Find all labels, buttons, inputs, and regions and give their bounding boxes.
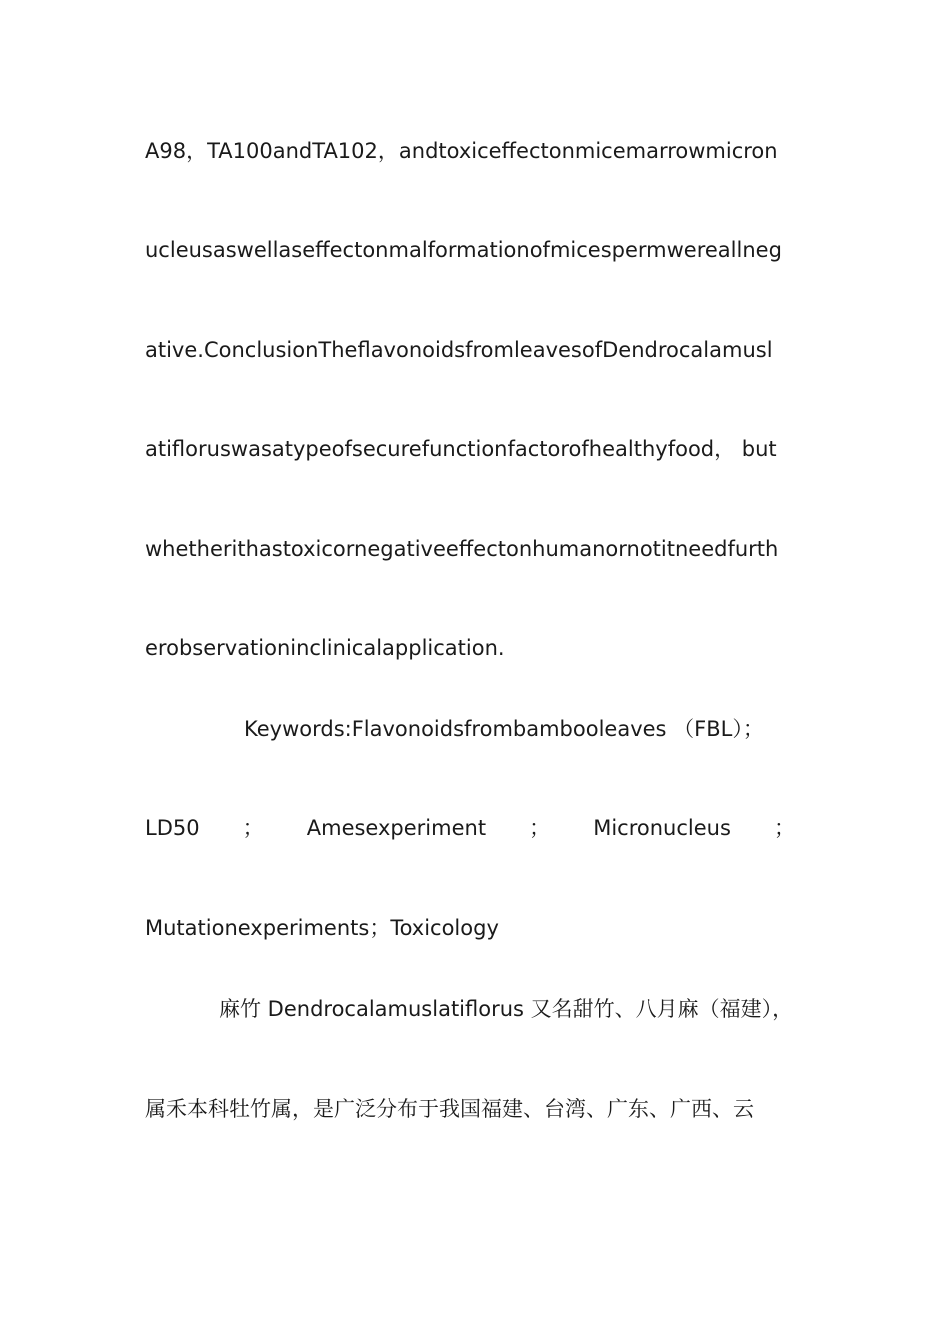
- abstract-line: A98，TA100andTA102，andtoxiceffectonmicemarrowmicron: [145, 139, 778, 163]
- keywords-line: Keywords:Flavonoidsfrombambooleaves （FBL）；: [244, 717, 764, 741]
- abstract-line: ative.ConclusionTheflavonoidsfromleavesofDendrocalamusl: [145, 338, 773, 362]
- keywords-last-line: Mutationexperiments；Toxicology: [145, 916, 499, 940]
- keyword-separator: ；: [242, 816, 264, 840]
- keyword-separator: ；: [529, 816, 551, 840]
- keyword: Amesexperiment: [306, 816, 487, 840]
- chinese-paragraph-line: 麻竹 Dendrocalamuslatiflorus 又名甜竹、八月麻（福建），: [219, 997, 794, 1021]
- keyword: LD50: [145, 816, 200, 840]
- abstract-line: erobservationinclinicalapplication.: [145, 636, 505, 660]
- chinese-paragraph-line: 属禾本科牡竹属，是广泛分布于我国福建、台湾、广东、广西、云: [145, 1097, 754, 1121]
- keywords-spread-line: [145, 813, 795, 843]
- abstract-line: atifloruswasatypeofsecurefunctionfactorofhealthyfood， but: [145, 437, 777, 461]
- abstract-line: whetherithastoxicornegativeeffectonhumanornotitneedfurth: [145, 537, 779, 561]
- keyword-separator: ；: [774, 816, 795, 840]
- abstract-line: ucleusaswellaseffectonmalformationofmicespermwereallneg: [145, 238, 782, 262]
- keyword: Micronucleus: [593, 816, 731, 840]
